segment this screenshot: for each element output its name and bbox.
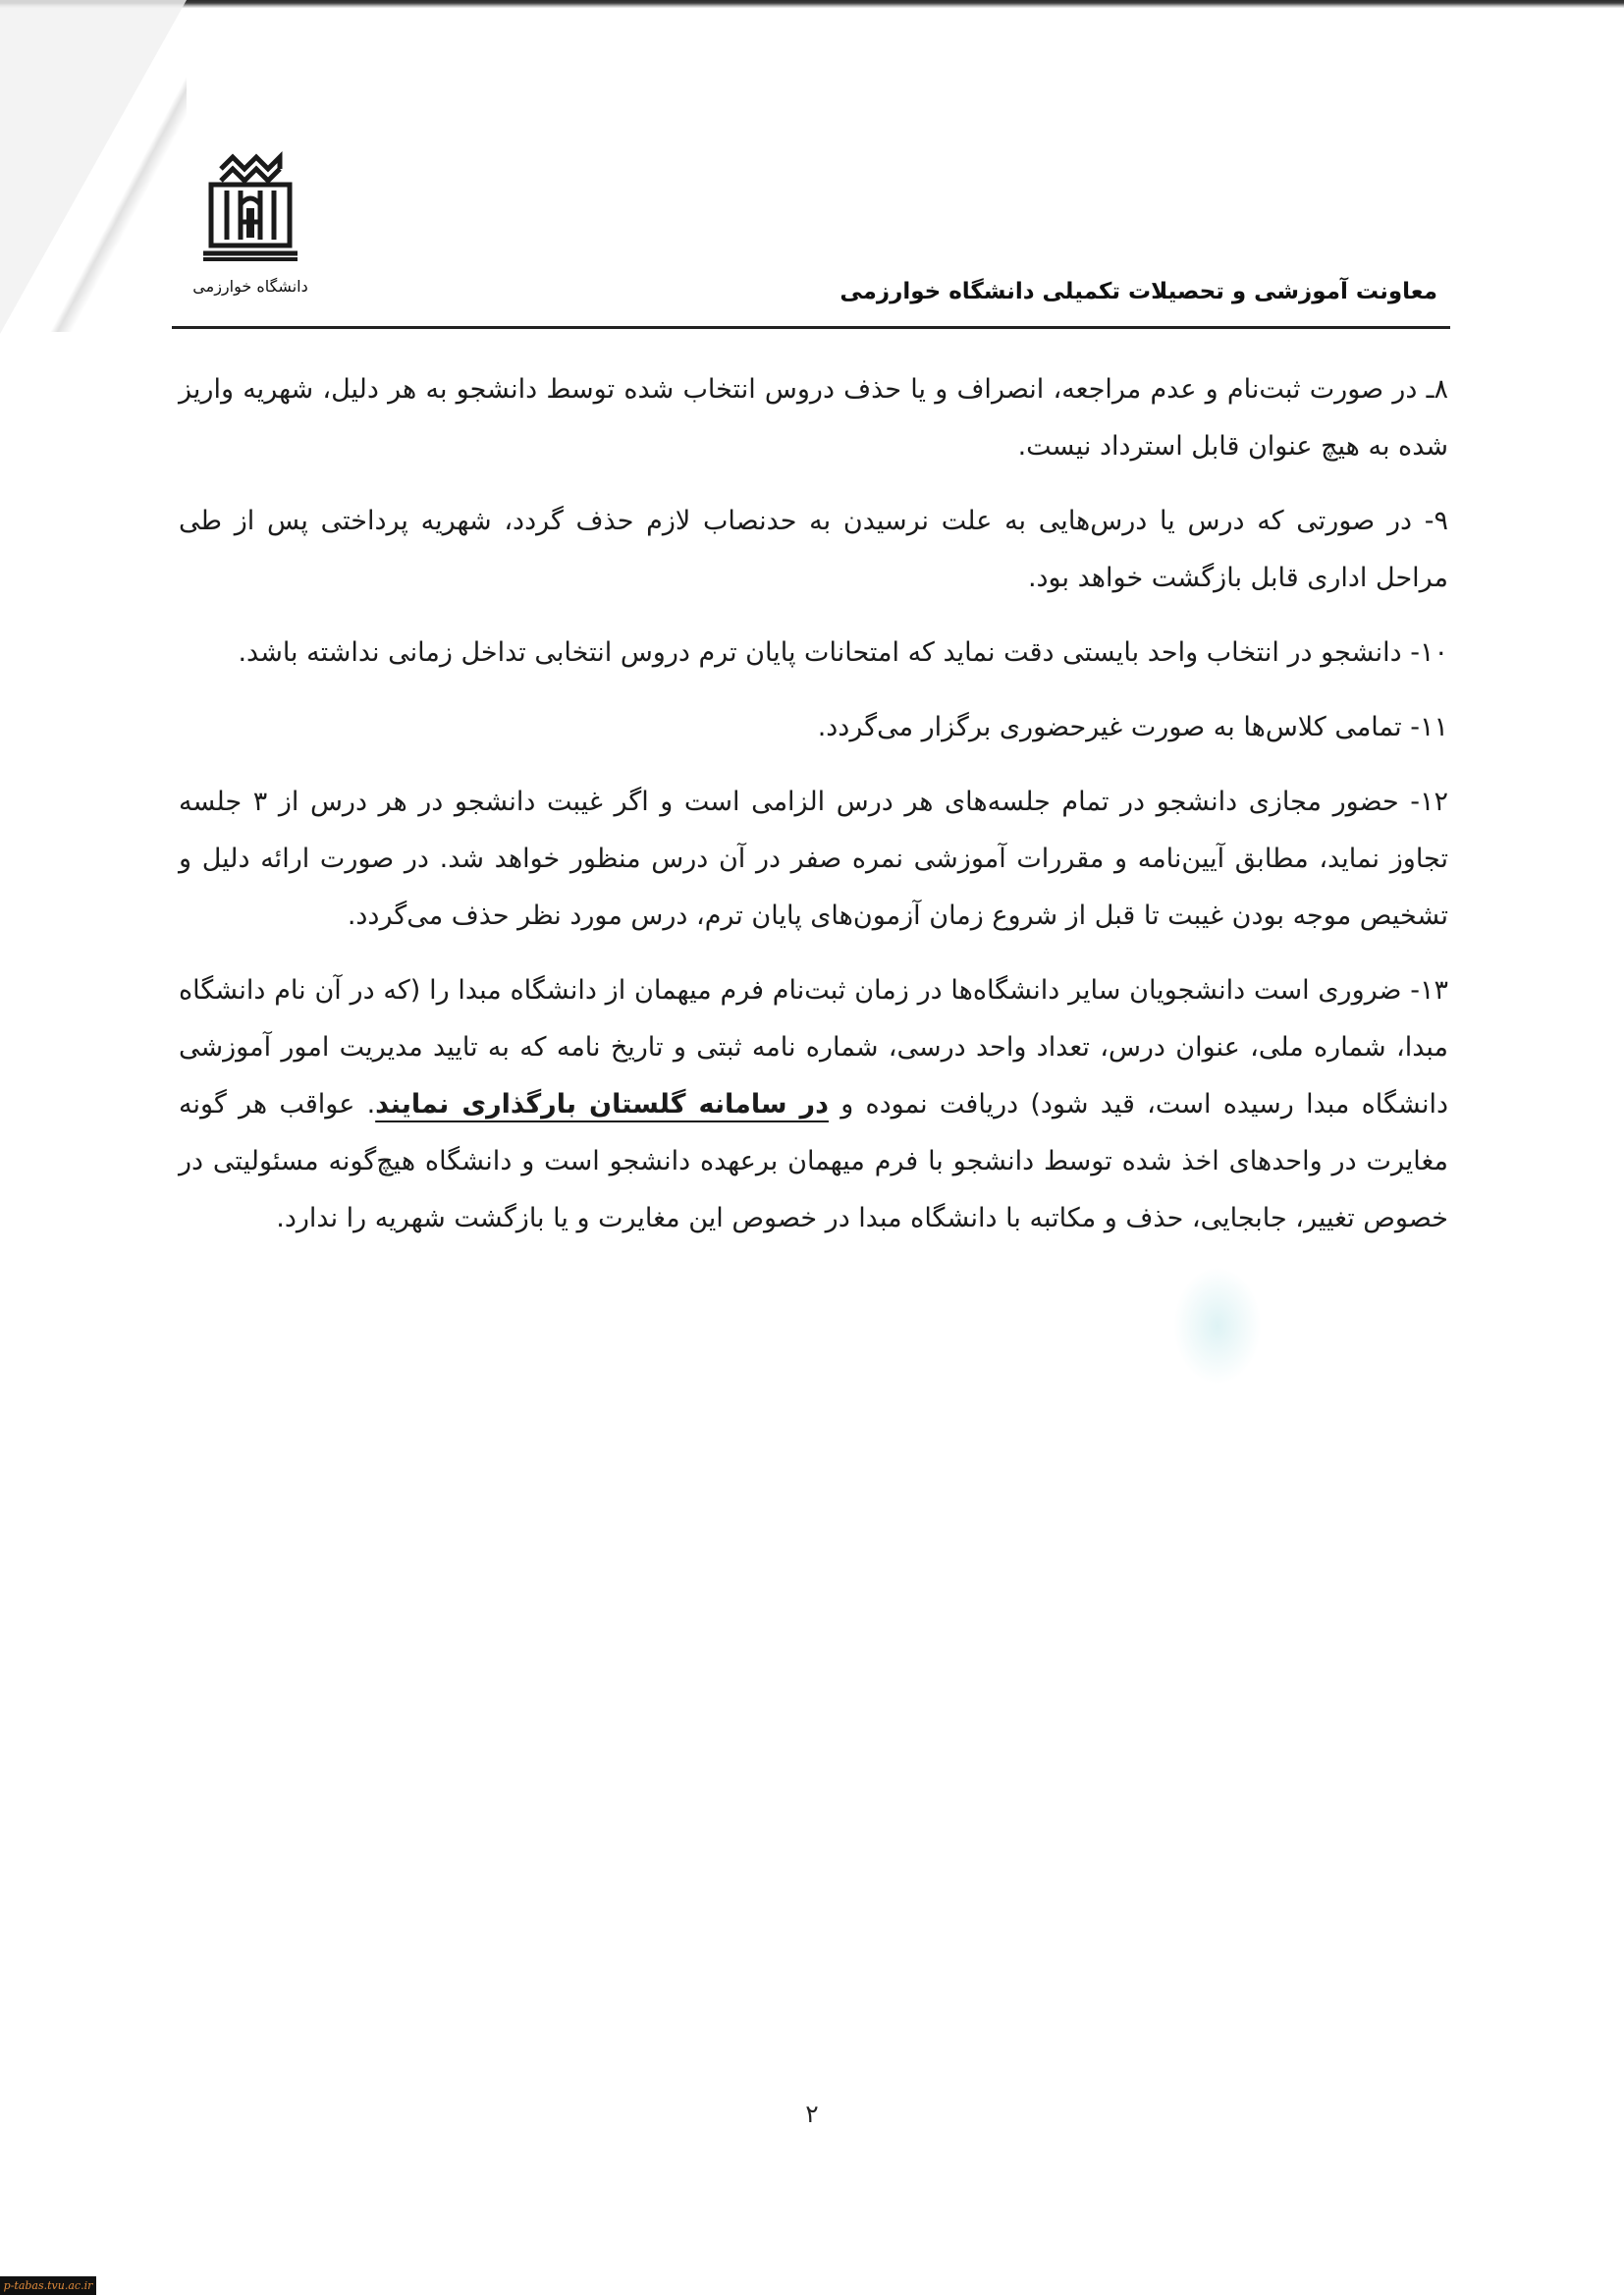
scan-top-edge <box>0 0 1624 8</box>
clause-13-text-before: ۱۳- ضروری است دانشجویان سایر دانشگاه‌ها در زمان ثبت‌نام فرم میهمان از دانشگاه مبدا را (که در آن نام دانشگاه مبدا، شماره ملی، عنوان درس، تعداد واحد درسی، شماره نامه ثبتی و تاریخ نامه که به تایید مدیریت امور آموزشی دانشگاه مبدا رسیده است، قید شود) دریافت نموده و <box>179 975 1448 1120</box>
university-logo <box>182 147 319 296</box>
clause-13-emphasis: در سامانه گلستان بارگذاری نمایند <box>375 1089 829 1120</box>
clause-11: ۱۱- تمامی کلاس‌ها به صورت غیرحضوری برگزار می‌گردد. <box>817 712 1448 742</box>
kharazmi-logo-icon <box>199 147 301 265</box>
clause-10: ۱۰- دانشجو در انتخاب واحد بایستی دقت نماید که امتحانات پایان ترم دروس انتخابی تداخل زمانی نداشته باشد. <box>238 637 1448 668</box>
clause-12: ۱۲- حضور مجازی دانشجو در تمام جلسه‌های هر درس الزامی است و اگر غیبت دانشجو در هر درس از ۳ جلسه تجاوز نماید، مطابق آیین‌نامه و مقررات آموزشی نمره صفر در آن درس منظور خواهد شد. در صورت ارائه دلیل و تشخیص موجه بودن غیبت تا قبل از شروع زمان آزمون‌های پایان ترم، درس مورد نظر حذف می‌گردد. <box>179 787 1448 931</box>
document-body <box>179 361 1448 1265</box>
scan-fold-shadow <box>0 8 187 332</box>
clause-13 <box>179 962 1448 1247</box>
scan-ink-stain <box>1173 1267 1262 1385</box>
department-title: معاونت آموزشی و تحصیلات تکمیلی دانشگاه خوارزمی <box>839 279 1437 304</box>
clause-8: ۸ـ در صورت ثبت‌نام و عدم مراجعه، انصراف و یا حذف دروس انتخاب شده توسط دانشجو به هر دلیل، شهریه واریز شده به هیچ عنوان قابل استرداد نیست. <box>179 374 1448 462</box>
header-divider <box>172 326 1450 329</box>
logo-caption: دانشگاه خوارزمی <box>192 277 308 296</box>
clause-9: ۹- در صورتی که درس یا درس‌هایی به علت نرسیدن به حدنصاب لازم حذف گردد، شهریه پرداختی پس از طی مراحل اداری قابل بازگشت خواهد بود. <box>179 506 1448 593</box>
site-watermark: p-tabas.tvu.ac.ir <box>0 2276 96 2295</box>
page-number: ۲ <box>805 2100 819 2128</box>
clause-13-text-after: . عواقب هر گونه مغایرت در واحدهای اخذ شده توسط دانشجو با فرم میهمان برعهده دانشجو است و دانشگاه هیچ‌گونه مسئولیتی در خصوص تغییر، جابجایی، حذف و مکاتبه با دانشگاه مبدا در خصوص این مغایرت و یا بازگشت شهریه را ندارد. <box>179 1089 1448 1233</box>
